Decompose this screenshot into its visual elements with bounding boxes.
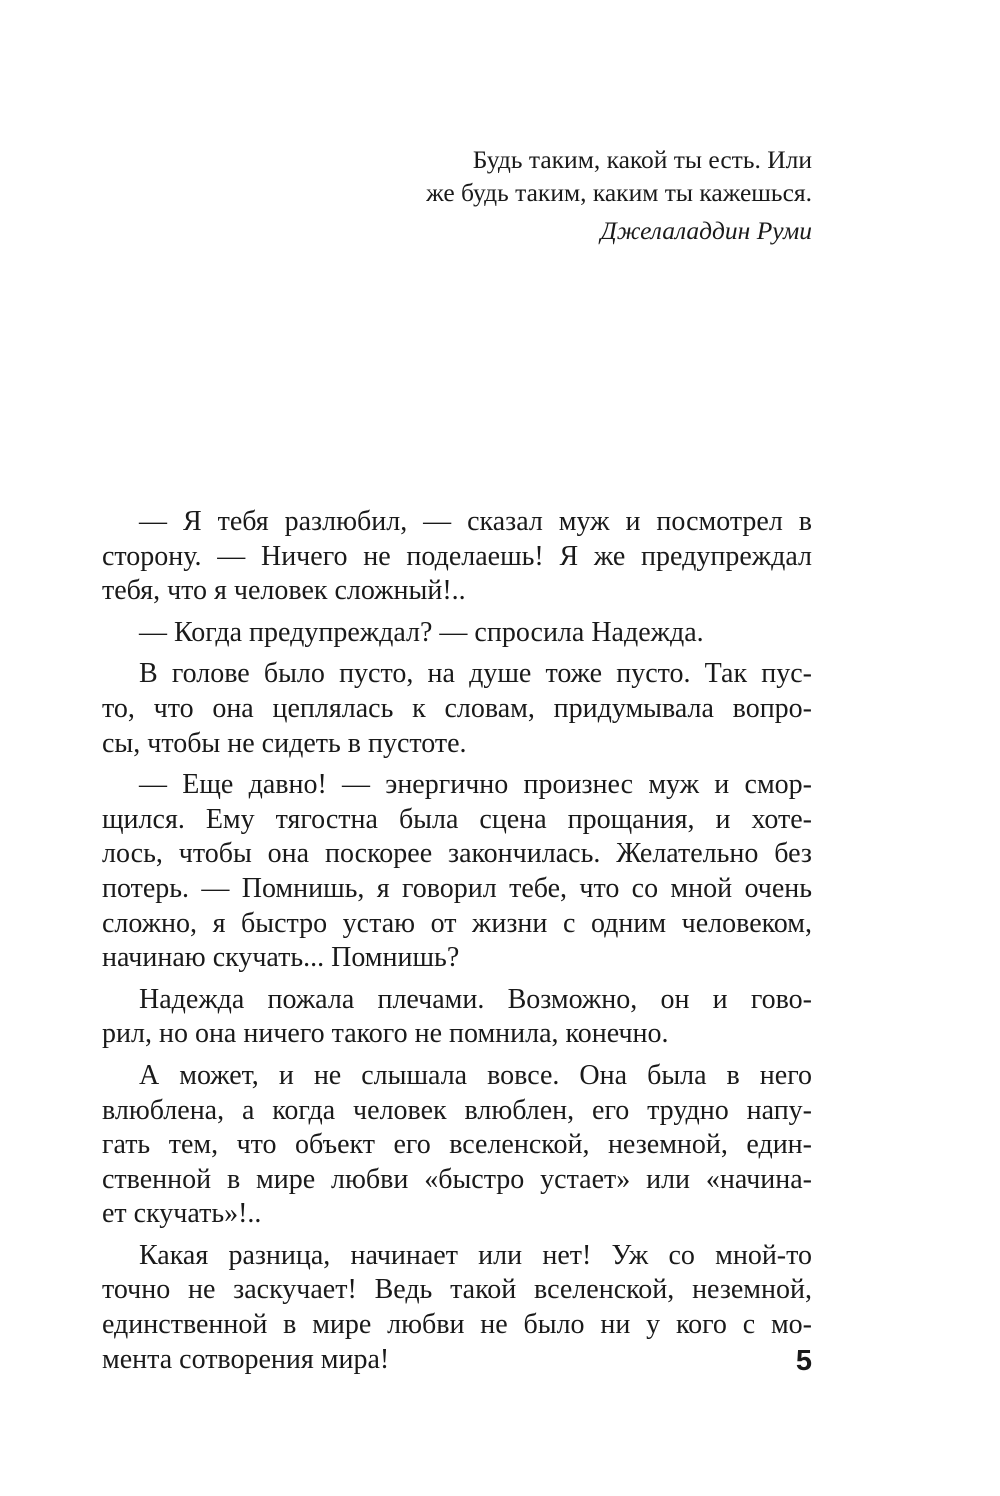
paragraph	[102, 1239, 812, 1377]
paragraph	[102, 768, 812, 976]
text-line: влюблена, а когда человек влюблен, его трудно напу-	[102, 1094, 812, 1126]
text-line: сторону. — Ничего не поделаешь! Я же предупреждал	[102, 540, 812, 572]
epigraph-line: Будь таким, какой ты есть. Или	[472, 145, 812, 174]
text-line: А может, и не слышала вовсе. Она была в него	[139, 1059, 812, 1091]
text-line: начинаю скучать... Помнишь?	[102, 942, 460, 974]
paragraph	[102, 616, 812, 651]
text-line: лось, чтобы она поскорее закончилась. Желательно без	[102, 838, 812, 870]
epigraph	[332, 143, 812, 247]
text-line: ственной в мире любви «быстро устает» или «начина-	[102, 1163, 812, 1195]
paragraph	[102, 657, 812, 761]
text-line: точно не заскучает! Ведь такой вселенской, неземной,	[102, 1274, 812, 1306]
text-line: — Когда предупреждал? — спросила Надежда.	[139, 616, 704, 648]
text-line: ет скучать»!..	[102, 1198, 262, 1230]
text-line: сложно, я быстро устаю от жизни с одним человеком,	[102, 907, 812, 939]
text-line: — Я тебя разлюбил, — сказал муж и посмотрел в	[139, 506, 812, 537]
text-line: щился. Ему тягостна была сцена прощания, и хоте-	[102, 803, 812, 835]
text-line: сы, чтобы не сидеть в пустоте.	[102, 727, 467, 759]
page-number: 5	[795, 1345, 812, 1377]
paragraph	[102, 1059, 812, 1232]
paragraph	[102, 505, 812, 609]
text-line: Надежда пожала плечами. Возможно, он и гово-	[139, 983, 812, 1015]
text-line: мента сотворения мира!	[102, 1343, 390, 1375]
epigraph-line: же будь таким, каким ты кажешься.	[426, 178, 812, 207]
paragraph	[102, 983, 812, 1052]
text-line: гать тем, что объект его вселенской, неземной, един-	[102, 1129, 812, 1161]
text-line: единственной в мире любви не было ни у кого с мо-	[102, 1309, 812, 1341]
main-text	[102, 505, 812, 1384]
text-line: тебя, что я человек сложный!..	[102, 575, 466, 607]
text-line: В голове было пусто, на душе тоже пусто. Так пус-	[139, 658, 812, 690]
text-line: потерь. — Помнишь, я говорил тебе, что со мной очень	[102, 872, 812, 904]
epigraph-author: Джелаладдин Руми	[600, 216, 812, 245]
text-line: — Еще давно! — энергично произнес муж и смор-	[139, 769, 812, 801]
text-line: то, что она цеплялась к словам, придумывала вопро-	[102, 692, 812, 724]
text-line: рил, но она ничего такого не помнила, конечно.	[102, 1018, 669, 1050]
text-line: Какая разница, начинает или нет! Уж со мной-то	[139, 1239, 812, 1271]
